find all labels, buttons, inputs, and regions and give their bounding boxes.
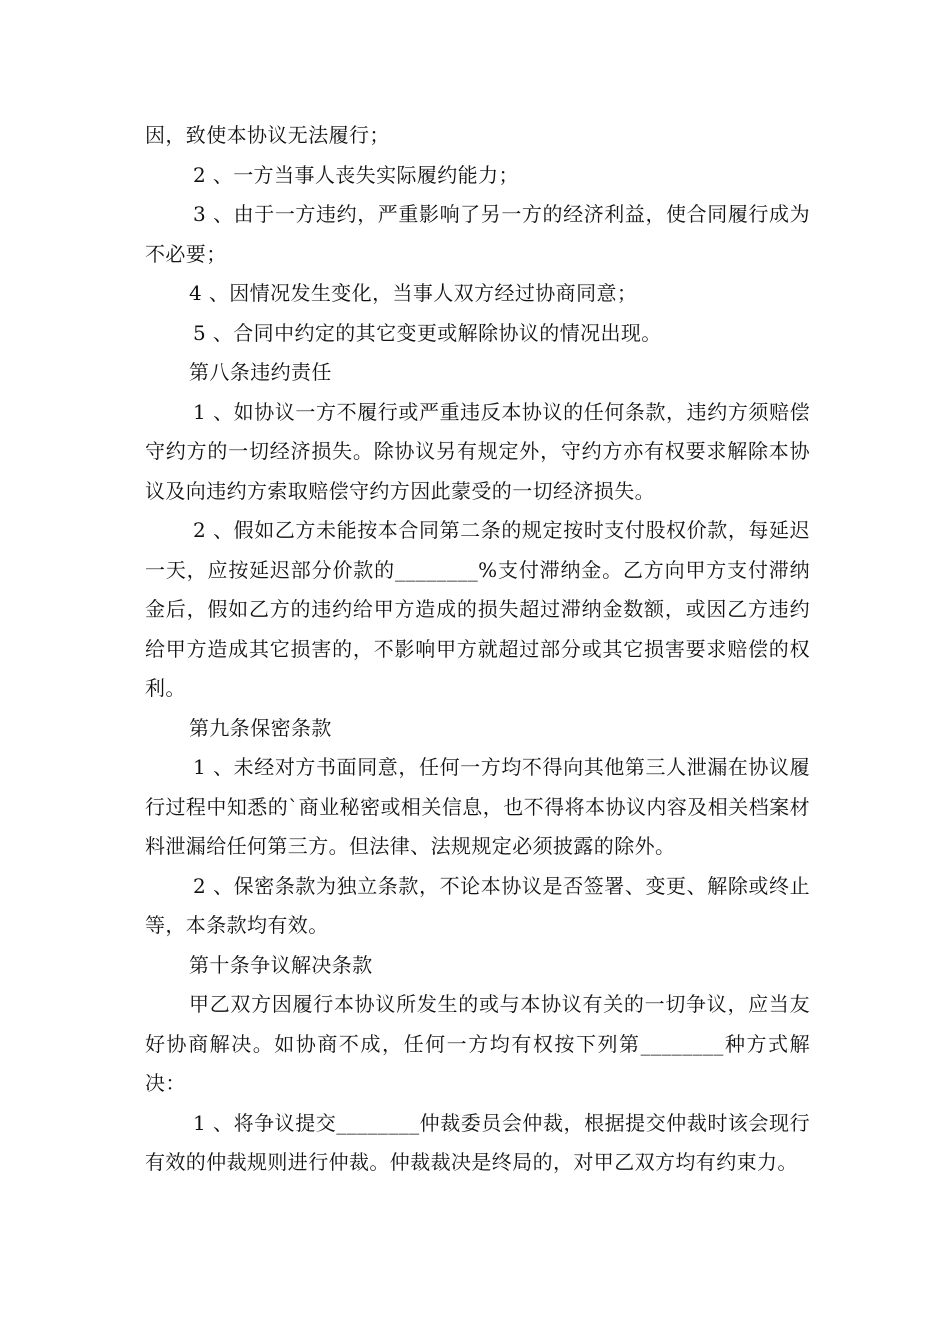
paragraph-article-8-clause-2: 2 、假如乙方未能按本合同第二条的规定按时支付股权价款，每延迟一天，应按延迟部分价款的________%支付滞纳金。乙方向甲方支付滞纳金后，假如乙方的违约给甲方造成的损失超过滞纳金数额，或因乙方违约给甲方造成其它损害的，不影响甲方就超过部分或其它损害要求赔偿的权利。 [145,518,810,700]
paragraph-clause-4: 4 、因情况发生变化，当事人双方经过协商同意； [189,281,638,305]
paragraph-article-9-clause-2: 2 、保密条款为独立条款，不论本协议是否签署、变更、解除或终止等，本条款均有效。 [145,873,810,937]
section-heading-article-10: 第十条争议解决条款 [189,952,373,977]
paragraph-continuation: 因，致使本协议无法履行； [145,123,390,147]
section-heading-article-9: 第九条保密条款 [189,715,332,740]
paragraph-article-10-intro: 甲乙双方因履行本协议所发生的或与本协议有关的一切争议，应当友好协商解决。如协商不成，任何一方均有权按下列第________种方式解决： [145,992,810,1095]
paragraph-article-10-clause-1: 1 、将争议提交________仲裁委员会仲裁，根据提交仲裁时该会现行有效的仲裁规则进行仲裁。仲裁裁决是终局的，对甲乙双方均有约束力。 [145,1110,810,1174]
paragraph-article-8-clause-1: 1 、如协议一方不履行或严重违反本协议的任何条款，违约方须赔偿守约方的一切经济损失。除协议另有规定外，守约方亦有权要求解除本协议及向违约方索取赔偿守约方因此蒙受的一切经济损失。 [145,399,810,503]
paragraph-clause-2: 2 、一方当事人丧失实际履约能力； [193,162,519,187]
document-body [145,116,810,1183]
section-heading-article-8: 第八条违约责任 [189,360,332,384]
paragraph-article-9-clause-1: 1 、未经对方书面同意，任何一方均不得向其他第三人泄漏在协议履行过程中知悉的`商业秘密或相关信息，也不得将本协议内容及相关档案材料泄漏给任何第三方。但法律、法规规定必须披露的除外。 [145,755,810,858]
paragraph-clause-5: 5 、合同中约定的其它变更或解除协议的情况出现。 [193,320,662,345]
paragraph-clause-3: 3 、由于一方违约，严重影响了另一方的经济利益，使合同履行成为不必要； [145,202,810,266]
